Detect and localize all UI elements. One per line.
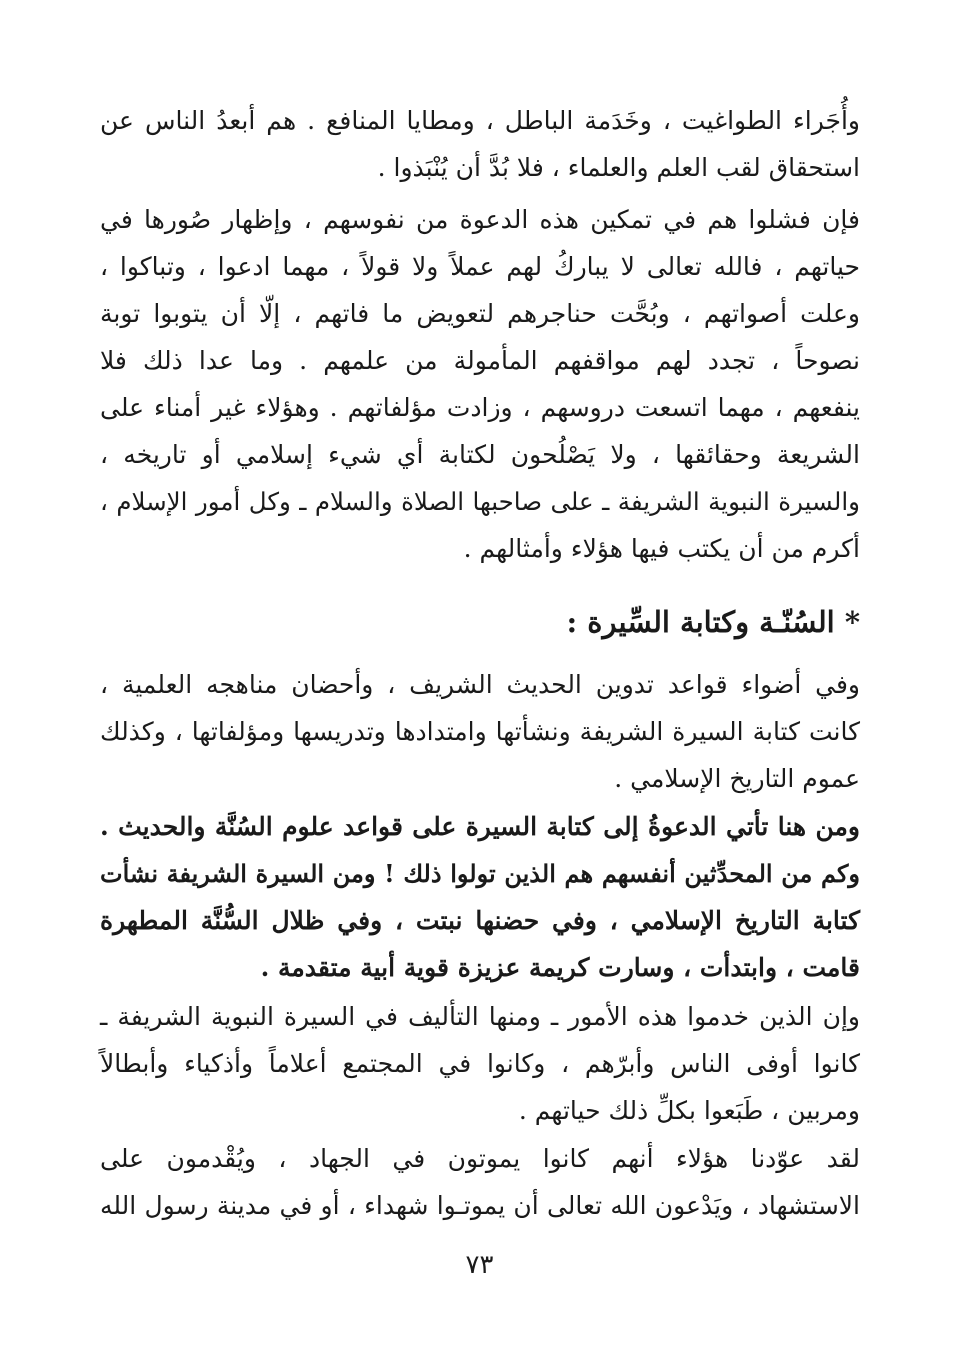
paragraph-6: [100, 1135, 860, 1229]
paragraph-2: [100, 196, 860, 572]
text-line: نصوحاً ، تجدد لهم مواقفهم المأمولة من علمهم . وما عدا ذلك فلا: [100, 346, 860, 375]
text-line: كتابة التاريخ الإسلامي ، وفي حضنها نبتت ، وفي ظلال السُّنَّة المطهرة: [100, 906, 860, 935]
text-line: الاستشهاد ، ويَدْعون الله تعالى أن يموتـوا شهداء ، أو في مدينة رسول الله: [100, 1191, 860, 1220]
text-line: وإن الذين خدموا هذه الأمور ـ ومنها التأليف في السيرة النبوية الشريفة ـ: [100, 1002, 860, 1031]
section-heading: * السُنّـة وكتابة السِّيرة :: [566, 605, 860, 639]
text-line: كانوا أوفى الناس وأبرّهم ، وكانوا في المجتمع أعلاماً وأذكياء وأبطالاً: [100, 1049, 860, 1078]
text-line: كانت كتابة السيرة الشريفة ونشأتها وامتدادها وتدريسها ومؤلفاتها ، وكذلك: [100, 717, 860, 746]
text-line: وفي أضواء قواعد تدوين الحديث الشريف ، وأحضان مناهجه العلمية ،: [100, 670, 860, 699]
paragraph-1: [100, 97, 860, 191]
text-line: ومن هنا تأتي الدعوةُ إلى كتابة السيرة على قواعد علوم السُنَّة والحديث .: [100, 812, 860, 841]
text-line: ومربين ، طَبَعوا بكلِّ ذلك حياتهم .: [518, 1096, 860, 1125]
text-line: عموم التاريخ الإسلامي .: [614, 764, 860, 793]
paragraph-3: [100, 661, 860, 802]
text-line: قامت ، وابتدأت ، وسارت كريمة عزيزة قوية أبية متقدمة .: [260, 953, 860, 982]
text-line: فإن فشلوا هم في تمكين هذه الدعوة من نفوسهم ، وإظهار صُورها في: [100, 205, 860, 234]
text-line: الشريعة وحقائقها ، ولا يَصْلُحون لكتابة أي شيء إسلامي أو تاريخه ،: [100, 440, 860, 469]
text-line: لقد عوّدنا هؤلاء أنهم كانوا يموتون في الجهاد ، ويُقْدمون على: [100, 1144, 860, 1173]
paragraph-5: [100, 993, 860, 1134]
text-line: وعلت أصواتهم ، وبُحَّت حناجرهم لتعويض ما فاتهم ، إلّا أن يتوبوا توبة: [100, 299, 860, 328]
page-number: ٧٣: [465, 1250, 494, 1280]
paragraph-4-bold: [100, 803, 860, 991]
text-line: أكرم من أن يكتب فيها هؤلاء وأمثالهم .: [463, 534, 860, 563]
text-line: استحقاق لقب العلم والعلماء ، فلا بُدَّ أن يُنْبَذوا .: [377, 153, 860, 182]
text-line: حياتهم ، فالله تعالى لا يباركُ لهم عملاً ولا قولاً ، مهما ادعوا ، وتباكوا ،: [100, 252, 860, 281]
text-line: وأُجَراء الطواغيت ، وخَدَمة الباطل ، ومطايا المنافع . هم أبعدُ الناس عن: [100, 106, 860, 135]
text-line: والسيرة النبوية الشريفة ـ على صاحبها الصلاة والسلام ـ وكل أمور الإسلام ،: [100, 487, 860, 516]
text-line: ينفعهم ، مهما اتسعت دروسهم ، وزادت مؤلفاتهم . وهؤلاء غير أمناء على: [100, 393, 860, 422]
text-line: وكم من المحدِّثين أنفسهم هم الذين تولوا ذلك ! ومن السيرة الشريفة نشأت: [100, 859, 860, 888]
